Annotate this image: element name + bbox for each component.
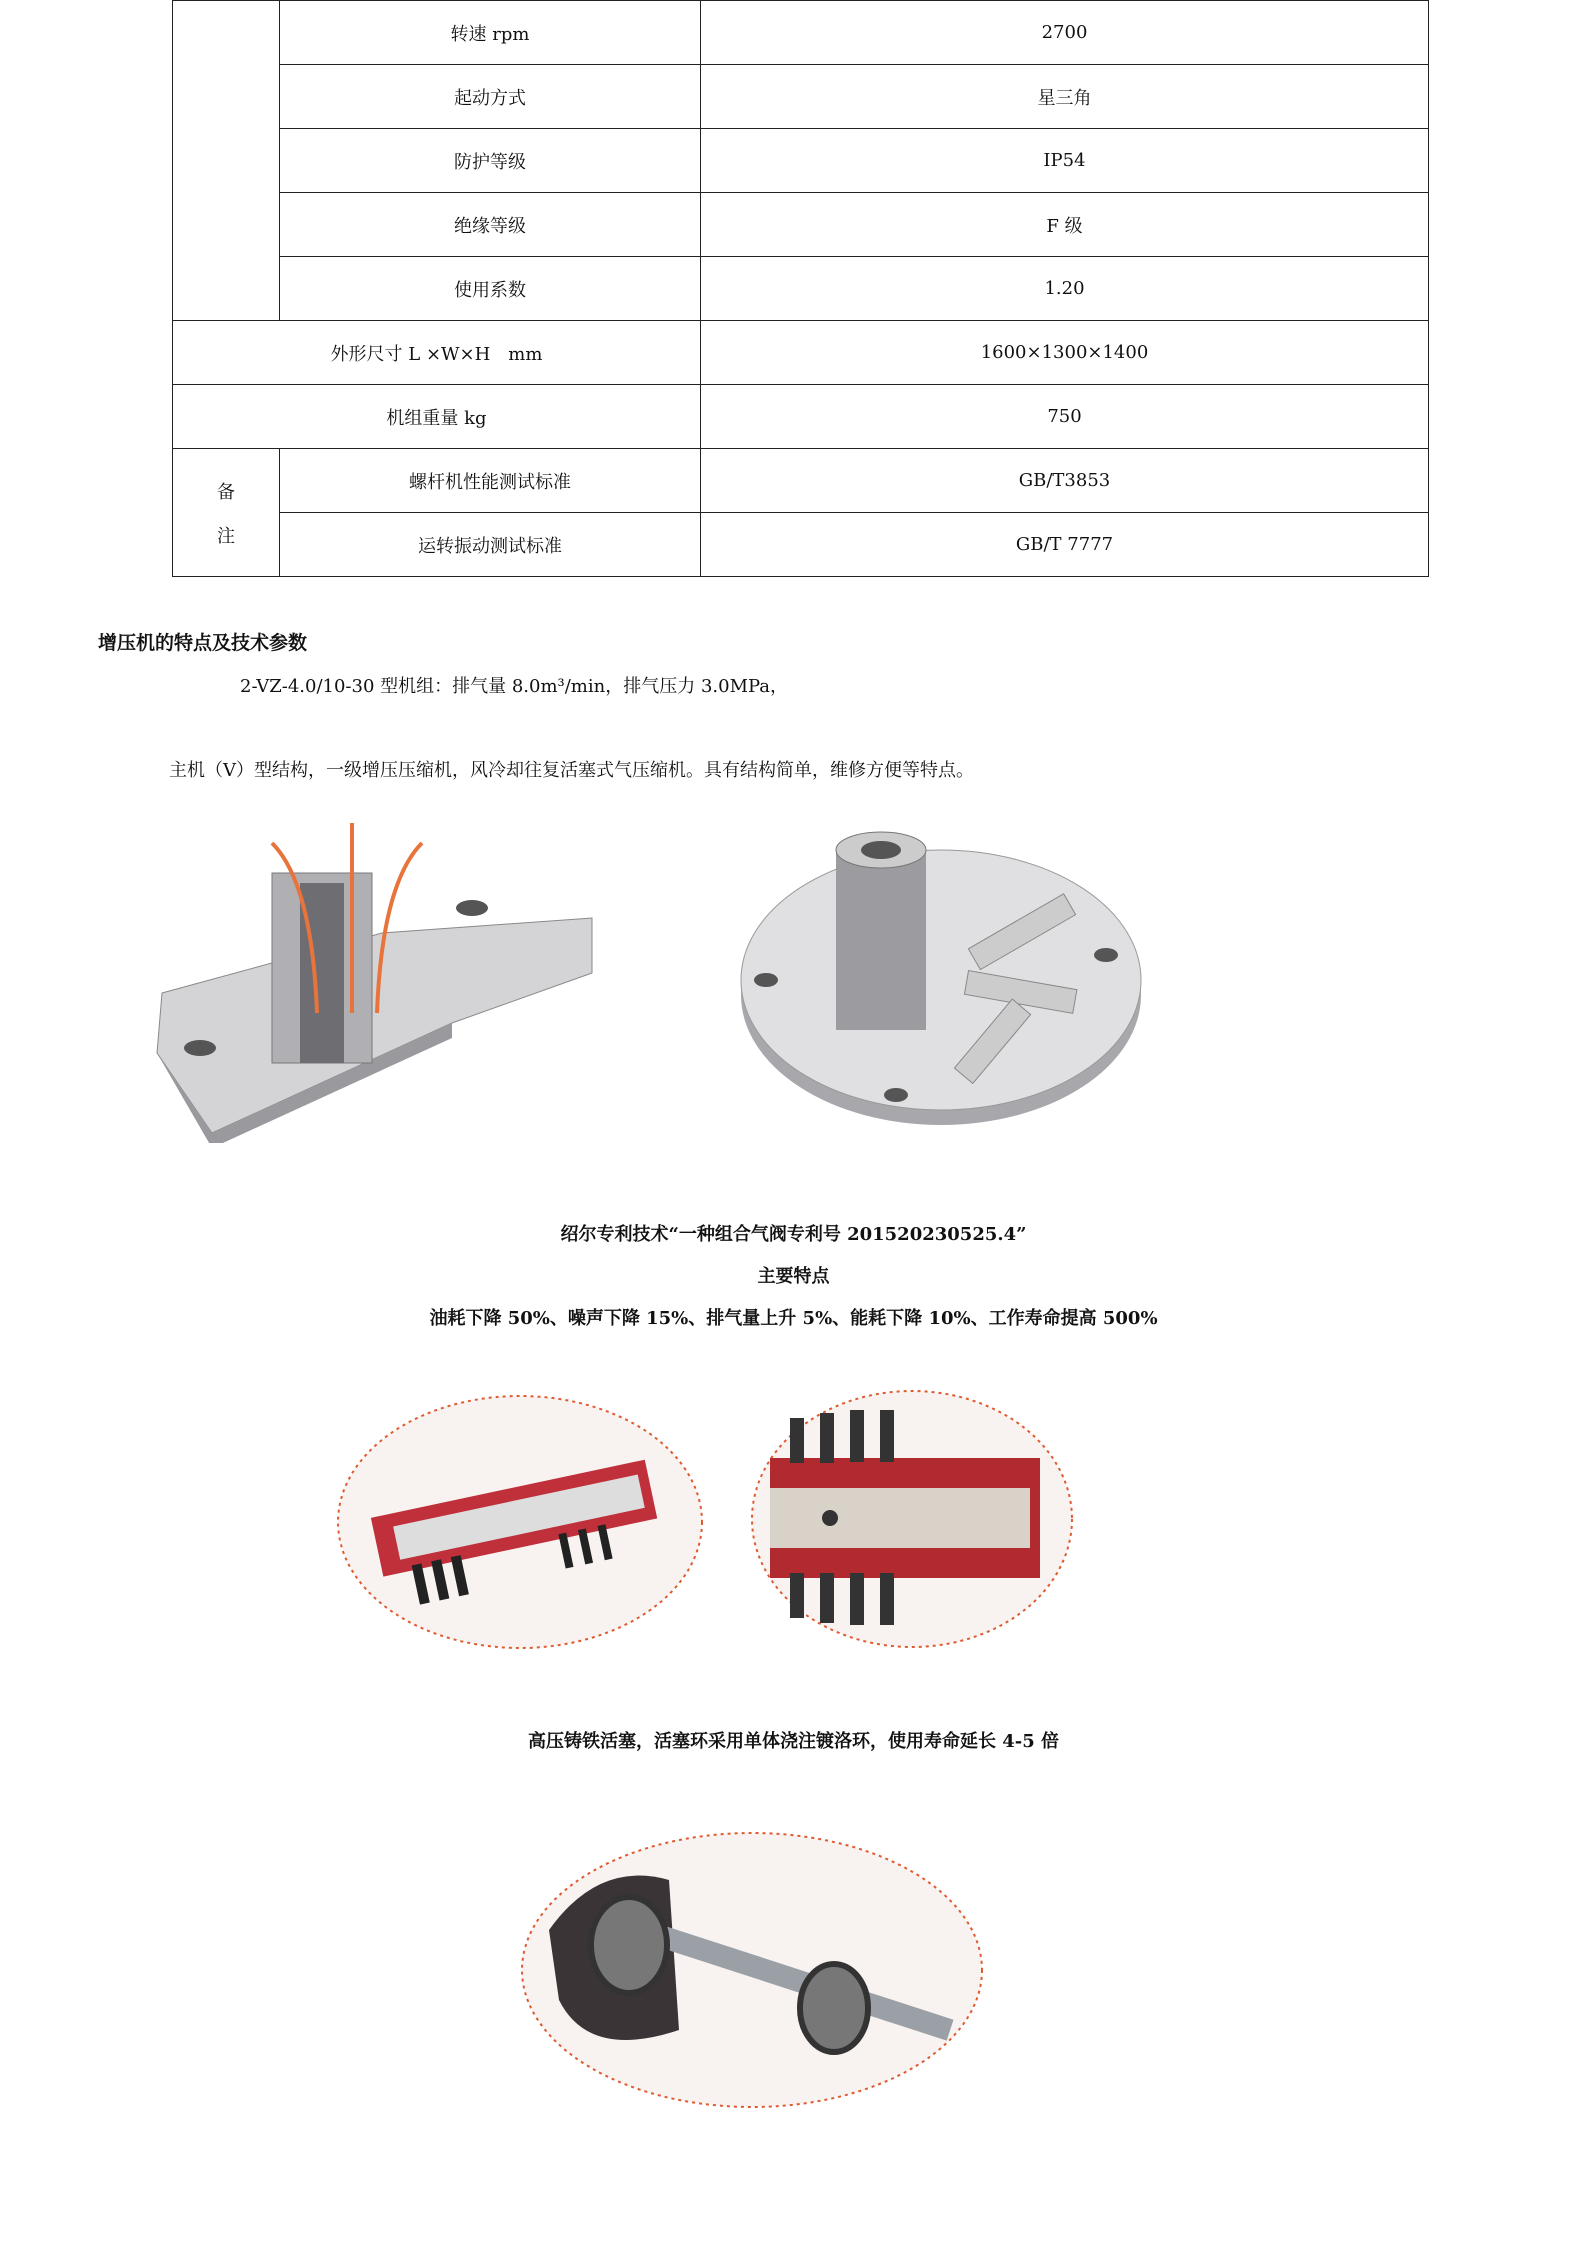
- table-row: 外形尺寸 L ×W×H mm 1600×1300×1400: [173, 321, 1429, 385]
- spec-table: [172, 0, 1429, 577]
- table-row: 转速 rpm 2700: [173, 1, 1429, 65]
- piston-cutaway-image-1: [335, 1392, 705, 1652]
- table-row: 机组重量 kg 750: [173, 385, 1429, 449]
- description: 主机（V）型结构，一级增压压缩机，风冷却往复活塞式气压缩机。具有结构简单，维修方便等特点。: [169, 760, 974, 781]
- piston-caption: 高压铸铁活塞，活塞环采用单体浇注镀洛环，使用寿命延长 4-5 倍: [527, 1731, 1060, 1752]
- section-title: 增压机的特点及技术参数: [98, 632, 308, 654]
- table-row: 运转振动测试标准 GB/T 7777: [173, 513, 1429, 577]
- features-line: 油耗下降 50%、噪声下降 15%、排气量上升 5%、能耗下降 10%、工作寿命提高 500%: [429, 1308, 1158, 1329]
- patent-line: 绍尔专利技术“一种组合气阀专利号 201520230525.4”: [560, 1224, 1027, 1245]
- table-row: 绝缘等级 F 级: [173, 193, 1429, 257]
- spec-line: 2-VZ-4.0/10-30 型机组：排气量 8.0m³/min，排气压力 3.0MPa，: [240, 676, 789, 697]
- table-row: 防护等级 IP54: [173, 129, 1429, 193]
- crankshaft-bearing-image: [519, 1830, 985, 2110]
- piston-cutaway-image-2: [750, 1388, 1075, 1650]
- valve-cutaway-image: [152, 823, 602, 1143]
- valve-assembly-image: [736, 830, 1146, 1135]
- table-row: 备 注 螺杆机性能测试标准 GB/T3853: [173, 449, 1429, 513]
- features-title: 主要特点: [757, 1266, 830, 1287]
- remarks-cell: 备 注: [173, 449, 280, 577]
- table-row: 使用系数 1.20: [173, 257, 1429, 321]
- table-row: 起动方式 星三角: [173, 65, 1429, 129]
